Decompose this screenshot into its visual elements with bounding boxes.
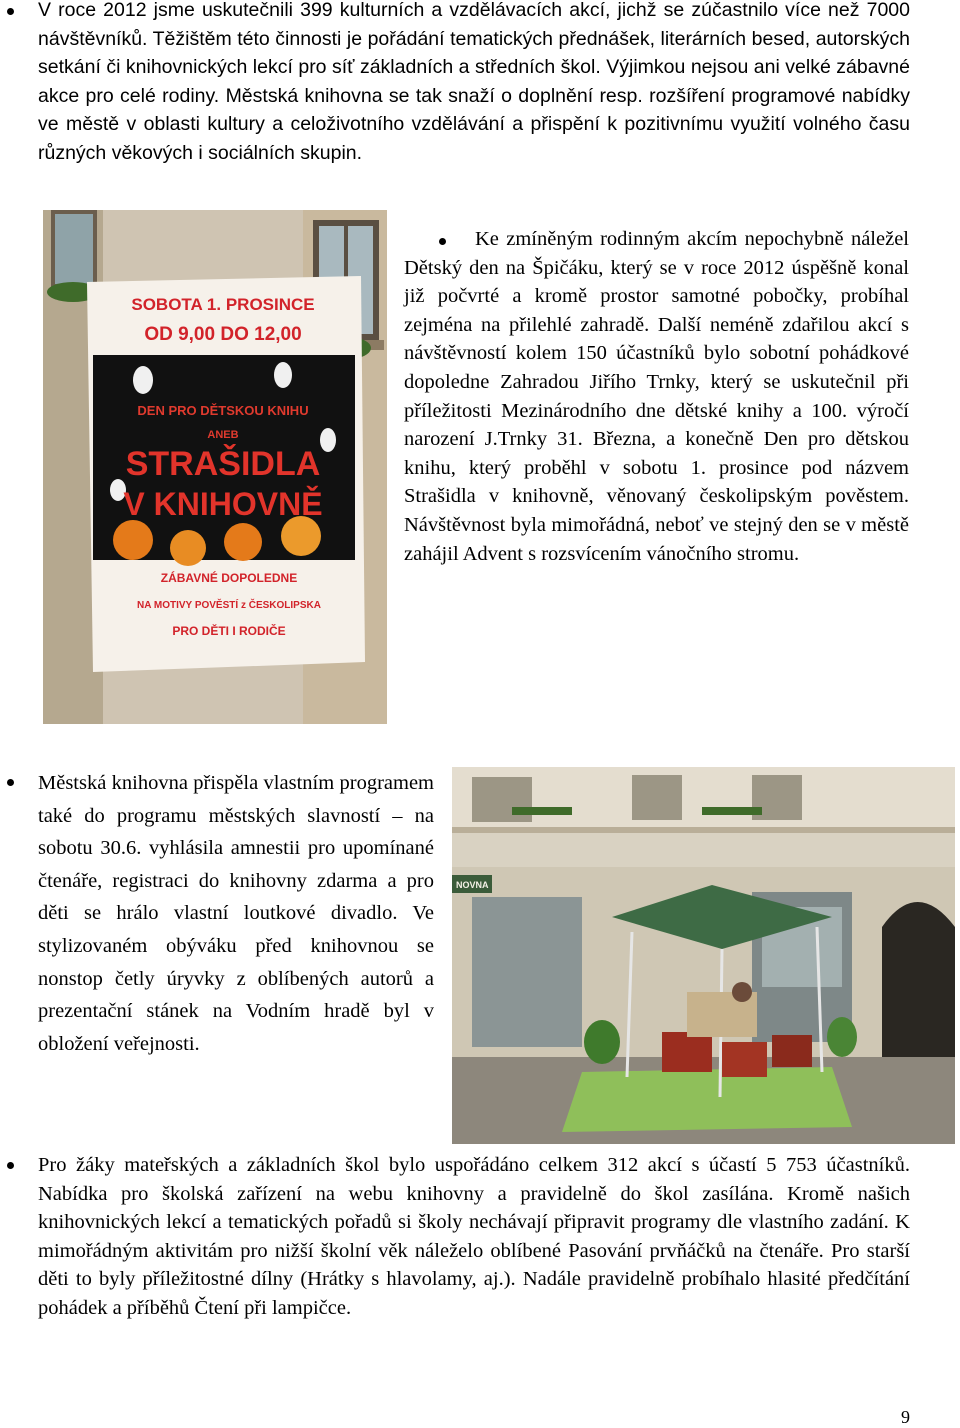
banner-text-aneb: ANEB [207,429,239,441]
paragraph-family-events: Ke zmíněným rodinným akcím nepochybně náležel Dětský den na Špičáku, který se v roce 2012 úspěšně konal již počvrté a kromě prostor samotné pobočky, probíhal zejména na přilehlé zahradě. Další neméně zdařilou akcí s návštěvností kolem 150 účastníků bylo sobotní pohádkové dopoledne Zahradou Jiřího Trnky, který se uskutečnil při příležitosti Mezinárodního dne dětské knihy a 100. výročí narození J.Trnky 31. Března, a konečně Den pro dětskou knihu, který proběhl v sobotu 1. prosince pod názvem Strašidla v knihovně, věnovaný českolipským pověstem. Návštěvnost byla mimořádná, neboť ve stejný den se v městě zahájil Advent s rozsvícením vánočního stromu. [404,228,909,565]
banner-text-sub-3: PRO DĚTI I RODIČE [172,624,286,638]
banner-photo [43,210,387,724]
stand-photo-image [452,767,955,1144]
banner-photo-image [43,210,387,724]
paragraph-intro: V roce 2012 jsme uskutečnili 399 kulturních a vzdělávacích akcí, jichž se zúčastnilo více než 7000 návštěvníků. Těžištěm této činnosti je pořádání tematických přednášek, literárních besed, autorských setkání či knihovnických lekcí pro síť základních a středních škol. Výjimkou nejsou ani velké zábavné akce pro celé rodiny. Městská knihovna se tak snaží o doplnění resp. rozšíření programové nabídky ve městě v oblasti kultury a celoživotního vzdělávání a přispění k pozitivnímu využití volného času různých věkových i sociálních skupin. [38,0,910,164]
banner-text-event: DEN PRO DĚTSKOU KNIHU [137,403,309,418]
banner-text-title-2: V KNIHOVNĚ [123,486,323,522]
banner-text-date: SOBOTA 1. PROSINCE [131,295,315,314]
bullet-schools [7,1162,14,1169]
library-sign: NOVNA [456,880,489,890]
bullet-intro [7,8,14,15]
paragraph-schools: Pro žáky mateřských a základních škol bylo uspořádáno celkem 312 akcí s účastí 5 753 účastníků. Nabídka pro školská zařízení na webu knihovny a pravidelně do škol zasílána. Kromě našich knihovnických lekcí a tematických pořadů si školy nechávají připravit programy dle vlastního zadání. K mimořádným aktivitám pro nižší školní věk náleželo oblíbené Pasování prvňáčků na čtenáře. Pro starší děti to byly příležitostné dílny (Hrátky s hlavolamy, aj.). Nadále pravidelně probíhalo hlasité předčítání pohádek a příběhů Čtení při lampičce. [38,1154,910,1319]
banner-text-sub-2: NA MOTIVY POVĚSTÍ z ČESKOLIPSKA [137,600,321,611]
bullet-city-festival [7,779,14,786]
stand-photo [452,767,955,1144]
banner-text-title-1: STRAŠIDLA [125,445,321,483]
banner-text-time: OD 9,00 DO 12,00 [144,324,302,345]
page-number: 9 [901,1407,910,1427]
paragraph-city-festival: Městská knihovna přispěla vlastním programem také do programu městských slavností – na sobotu 30.6. vyhlásila amnestii pro upomínané čtenáře, registraci do knihovny zdarma a pro děti se hrálo vlastní loutkové divadlo. Ve stylizovaném obýváku před knihovnou se nonstop četly úryvky z oblíbených autorů a prezentační stánek na Vodním hradě byl v obložení veřejnosti. [38,772,434,1055]
banner-text-sub-1: ZÁBAVNÉ DOPOLEDNE [160,571,298,585]
